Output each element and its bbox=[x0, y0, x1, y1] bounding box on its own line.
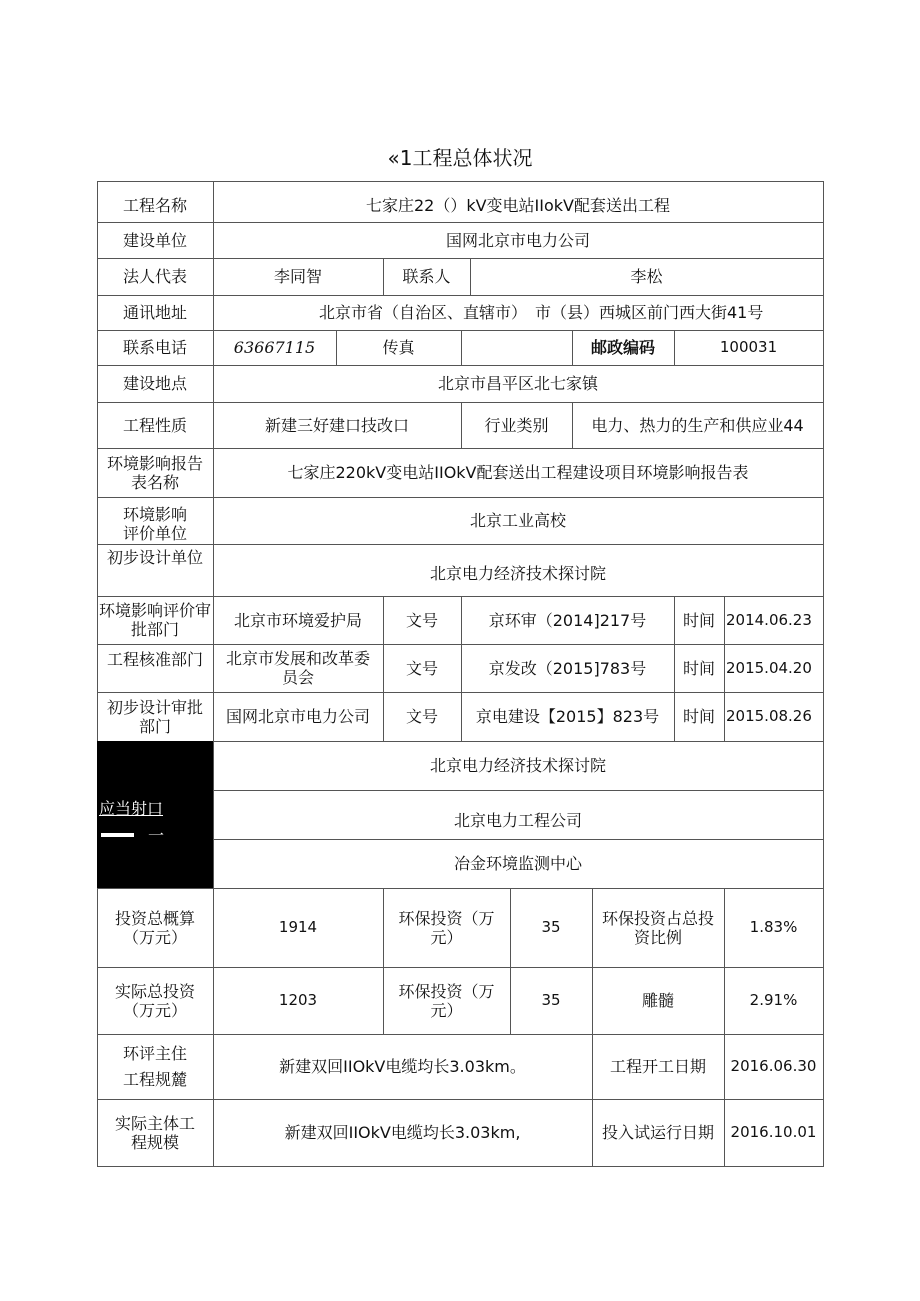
approval-time-label: 时间 bbox=[682, 658, 715, 678]
eia-time-label: 时间 bbox=[682, 610, 715, 630]
address-city: 市（县）西城区前门西大街41号 bbox=[535, 303, 764, 322]
contact-person-value: 李松 bbox=[630, 267, 663, 286]
design-approval-dept-value: 国网北京市电力公司 bbox=[225, 707, 370, 726]
env-invest-value-1: 35 bbox=[541, 918, 561, 936]
approval-time-value: 2015.04.20 bbox=[726, 658, 812, 677]
approval-doc-label: 文号 bbox=[405, 658, 438, 678]
eia-report-name-value: 七家庄220kV变电站IIOkV配套送出工程建设项目环境影响报告表 bbox=[287, 463, 749, 482]
monitoring-center-value: 冶金环境监测中心 bbox=[453, 854, 582, 873]
address-province: 北京市省（自治区、直辖市） bbox=[318, 303, 527, 322]
eia-unit-value: 北京工业高校 bbox=[469, 511, 566, 530]
approval-doc-value: 京发改（2015]783号 bbox=[488, 658, 647, 678]
env-ratio-label: 环保投资占总投资比例 bbox=[601, 908, 714, 947]
construction-unit-label: 建设单位 bbox=[122, 230, 187, 250]
env-ratio-value-2: 2.91% bbox=[749, 991, 798, 1009]
phone-label: 联系电话 bbox=[122, 338, 187, 357]
total-budget-label: 投资总概算（万元） bbox=[114, 908, 195, 947]
design-institute-value: 北京电力经济技术探讨院 bbox=[429, 756, 606, 775]
page-title: «1工程总体状况 bbox=[387, 146, 533, 170]
eia-approval-dept-value: 北京市环境爱护局 bbox=[233, 610, 362, 630]
industry-label: 行业类别 bbox=[484, 415, 549, 435]
project-nature-label: 工程性质 bbox=[122, 415, 187, 435]
project-nature-value: 新建三好建口技改口 bbox=[264, 415, 409, 435]
trial-run-date-label: 投入试运行日期 bbox=[601, 1123, 714, 1142]
actual-scale-label: 实际主体工程规模 bbox=[114, 1113, 195, 1152]
location-value: 北京市昌平区北七家镇 bbox=[437, 374, 598, 393]
approval-dept-label: 工程核准部门 bbox=[106, 650, 203, 669]
dash-mark: 一 bbox=[147, 825, 164, 845]
white-bar-mark bbox=[101, 833, 134, 837]
construction-company-value: 北京电力工程公司 bbox=[453, 811, 582, 830]
eia-approval-dept-label: 环境影响评价审批部门 bbox=[99, 601, 212, 639]
env-invest-label-1: 环保投资（万元） bbox=[398, 908, 495, 947]
eia-doc-value: 京环审（2014]217号 bbox=[488, 610, 647, 630]
prelim-design-unit-label: 初步设计单位 bbox=[106, 548, 203, 567]
design-doc-value: 京电建设【2015】823号 bbox=[475, 707, 660, 726]
eia-scale-value: 新建双回IIOkV电缆均长3.03km。 bbox=[279, 1057, 526, 1076]
env-ratio-label-2: 雕髓 bbox=[641, 991, 674, 1010]
env-invest-value-2: 35 bbox=[541, 991, 561, 1009]
eia-report-name-label: 环境影响报告表名称 bbox=[107, 453, 204, 492]
start-date-value: 2016.06.30 bbox=[730, 1057, 817, 1075]
fax-label: 传真 bbox=[382, 338, 415, 357]
overlay-label: 应当射口 bbox=[99, 798, 164, 818]
start-date-label: 工程开工日期 bbox=[609, 1057, 706, 1076]
contact-person-label: 联系人 bbox=[402, 267, 451, 286]
location-label: 建设地点 bbox=[122, 374, 187, 393]
construction-unit-value: 国网北京市电力公司 bbox=[445, 230, 590, 250]
redacted-block-1 bbox=[97, 741, 213, 790]
eia-time-value: 2014.06.23 bbox=[726, 610, 812, 629]
design-doc-label: 文号 bbox=[405, 707, 438, 726]
design-time-label: 时间 bbox=[682, 707, 715, 726]
env-invest-label-2: 环保投资（万元） bbox=[398, 981, 495, 1020]
env-ratio-value-1: 1.83% bbox=[749, 918, 798, 936]
eia-unit-label: 环境影响评价单位 bbox=[123, 505, 188, 543]
design-time-value: 2015.08.26 bbox=[726, 707, 812, 725]
project-name-value: 七家庄22（）kV变电站IIokV配套送出工程 bbox=[365, 196, 670, 215]
project-name-label: 工程名称 bbox=[122, 196, 187, 215]
trial-run-date-value: 2016.10.01 bbox=[730, 1123, 817, 1141]
actual-invest-value: 1203 bbox=[278, 991, 318, 1009]
postal-code-label: 邮政编码 bbox=[590, 338, 655, 357]
eia-scale-label: 环评主住工程规麓 bbox=[123, 1043, 188, 1089]
total-budget-value: 1914 bbox=[278, 918, 318, 936]
fax-value bbox=[461, 330, 572, 365]
eia-doc-label: 文号 bbox=[405, 610, 438, 630]
actual-invest-label: 实际总投资（万元） bbox=[114, 981, 195, 1020]
phone-value: 63667115 bbox=[233, 338, 316, 357]
address-label: 通讯地址 bbox=[122, 303, 187, 322]
design-approval-dept-label: 初步设计审批部门 bbox=[106, 697, 203, 736]
postal-code-value: 100031 bbox=[719, 338, 778, 356]
actual-scale-value: 新建双回IIOkV电缆均长3.03km, bbox=[284, 1123, 521, 1142]
approval-dept-value: 北京市发展和改革委员会 bbox=[225, 649, 370, 687]
legal-rep-value: 李同智 bbox=[273, 267, 322, 286]
prelim-design-unit-value: 北京电力经济技术探讨院 bbox=[429, 563, 606, 583]
redacted-block-3 bbox=[97, 839, 213, 888]
industry-value: 电力、热力的生产和供应业44 bbox=[591, 415, 804, 435]
legal-rep-label: 法人代表 bbox=[122, 267, 187, 286]
